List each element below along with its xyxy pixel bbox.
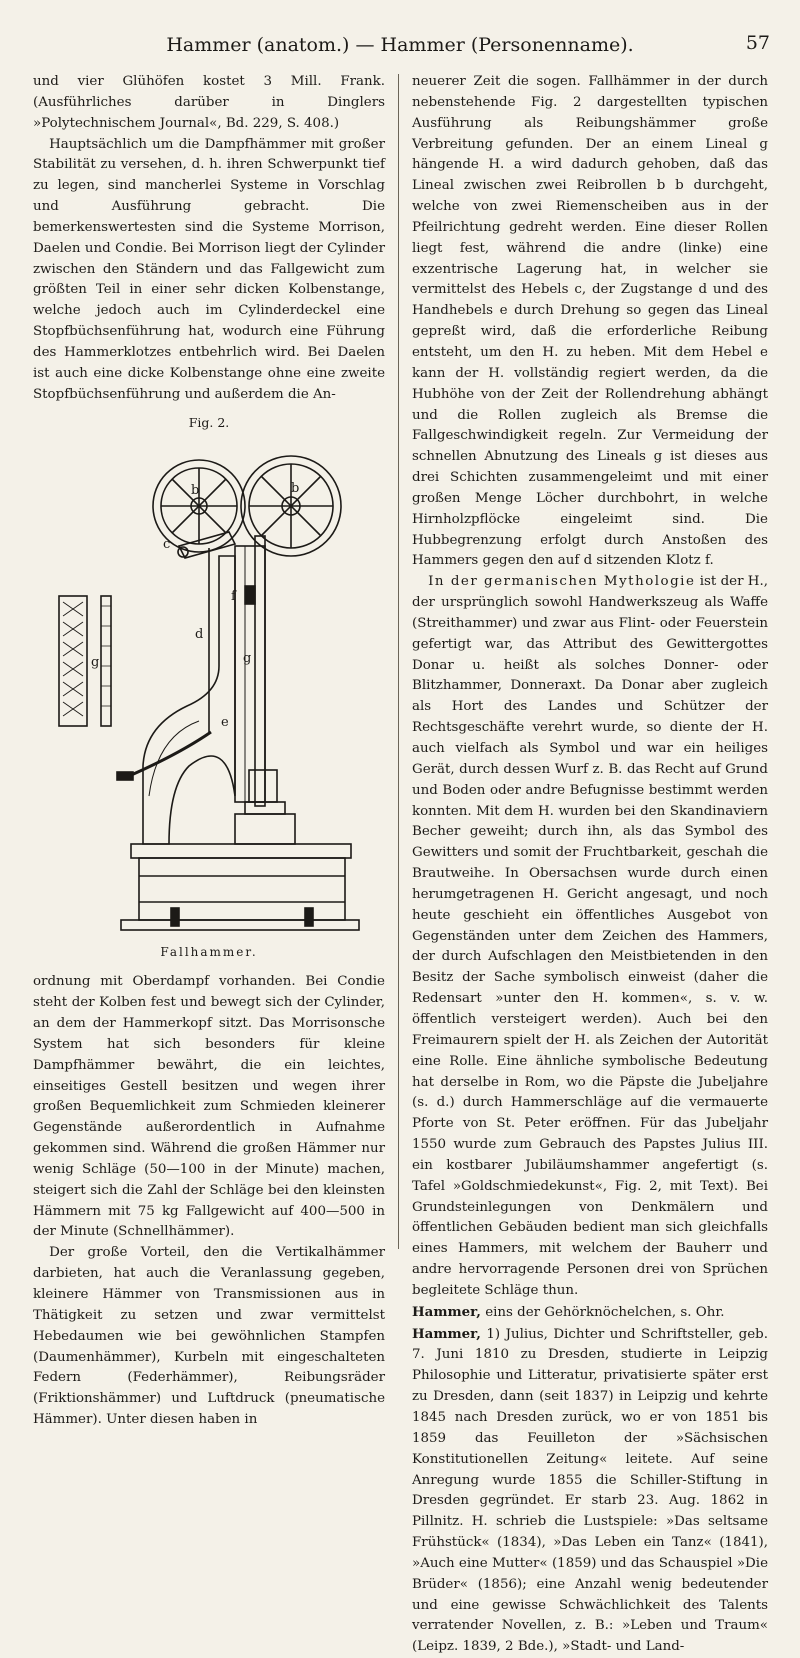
base-top-plate <box>131 844 351 858</box>
entry-hammer-anatomy <box>412 1302 768 1324</box>
base-foot <box>121 920 359 930</box>
fallhammer-illustration <box>59 436 359 936</box>
frame-arch <box>143 556 235 844</box>
paragraph: neuerer Zeit die sogen. Fallhämmer in der durch nebenstehende Fig. 2 dargestellten typischen Ausführung als Reibungshämmer große Verbreitung gefunden. Der an einem Lineal g hängende H. a wird dadurch gehoben, daß das Lineal zwischen zwei Reibrollen b b durchgeht, welche von zwei Riemenscheiben aus in der Pfeilrichtung gedreht werden. Eine dieser Rollen liegt fest, während die andre (linke) eine exzentrische Lagerung hat, in welcher sie vermittelst des Hebels c, der Zugstange d und des Handhebels e durch Drehung so gegen das Lineal gepreßt wird, daß die erforderliche Reibung entsteht, um den H. zu heben. Mit dem Hebel e kann der H. vollständig regiert werden, da die Hubhöhe von der Zeit der Rollendrehung abhängt und die Rollen zugleich als Bremse die Fallgeschwindigkeit regeln. Zur Vermeidung der schnellen Abnutzung des Lineals g ist dieses aus drei Schichten zusammengeleimt und mit einer großen Menge Löcher durchbohrt, in welche Hirnholzpflöcke eingeleimt sind. Die Hubbegrenzung erfolgt durch Anstoßen des Hammers gegen den auf d sitzenden Klotz f. <box>412 74 768 569</box>
paragraph-text: ist der H., der ursprünglich sowohl Handwerkszeug als Waffe (Streithammer) und zwar aus Flint- oder Feuerstein gefertigt war, das Attribut des Gewittergottes Donar u. heißt als solches Donner- oder Blitzhammer, Donneraxt. Da Donar aber zugleich als Hort des Landes und Schützer der Rechtsgeschäfte verehrt wurde, so diente der H. auch vielfach als Symbol und war ein heiliges Gerät, durch dessen Wurf z. B. das Recht auf Grund und Boden oder andre Befugnisse bestimmt werden konnten. Mit dem H. wurden bei den Skandinaviern Becher geweiht; durch ihn, als das Symbol des Gewitters und somit der Fruchtbarkeit, geschah die Brautweihe. In Obersachsen wurde durch einen herumgetragenen H. Gericht angesagt, und noch heute geschieht ein öffentliches Ausgebot von Gegenständen unter dem Zeichen des Hammers, der durch Aufschlagen den Meistbietenden in den Besitz der Sache symbolisch einweist (daher die Redensart »unter den H. kommen«, s. v. w. öffentlich versteigert werden). Auch bei den Freimaurern spielt der H. als Zeichen der Autorität eine Rolle. Eine ähnliche symbolische Bedeutung hat derselbe in Rom, wo die Päpste die Jubeljahre (s. d.) durch Hammerschläge auf die vermauerte Pforte von St. Peter eröffnen. Für das Jubeljahr 1550 wurde zum Gebrauch des Papstes Julius III. ein kostbarer Jubiläumshammer angefertigt (s. Tafel »Goldschmiedekunst«, Fig. 2, mit Text). Bei Grundsteinlegungen von Denkmälern und öffentlichen Gebäuden bedient man sich gleichfalls eines Hammers, mit welchem der Bauherr und andre hervorragende Personen drei von Sprüchen begleitete Schläge thun. <box>412 574 768 1298</box>
fig-letter: g <box>91 654 100 670</box>
paragraph: Der große Vorteil, den die Vertikalhämmer darbieten, hat auch die Veranlassung gegeben, kleinere Hämmer von Transmissionen aus in Thätigkeit zu setzen und zwar vermittelst Hebedaumen wie bei gewöhnlichen Stampfen (Daumenhämmer), Kurbeln mit eingeschalteten Federn (Federhämmer), Reibungsräder (Friktionshämmer) und Luftdruck (pneumatische Hämmer). Unter diesen haben in <box>33 1245 385 1428</box>
fig-letter: f <box>231 588 236 604</box>
fig-letter: e <box>221 714 229 730</box>
fig-letter: c <box>163 536 171 552</box>
anvil <box>235 814 295 844</box>
paragraph: und vier Glühöfen kostet 3 Mill. Frank. (Ausführliches darüber in Dinglers »Polytechnischem Journal«, Bd. 229, S. 408.) <box>33 74 385 131</box>
left-column <box>33 72 385 1428</box>
stop-block-f <box>245 586 255 604</box>
entry-headword: Hammer, <box>412 1303 481 1320</box>
running-header <box>30 30 770 60</box>
entry-text: 1) Julius, Dichter und Schriftsteller, geb. 7. Juni 1810 zu Dresden, studierte in Leipzig Philosophie und Litteratur, privatisierte später erst zu Dresden, dann (seit 1837) in Leipzig und kehrte 1845 nach Dresden zurück, wo er von 1851 bis 1859 das Feuilleton der »Sächsischen Konstitutionellen Zeitung« leitete. Auf seine Anregung wurde 1855 die Schiller-Stiftung in Dresden gegründet. Er starb 23. Aug. 1862 in Pillnitz. H. schrieb die Lustspiele: »Das seltsame Frühstück« (1834), »Das Leben ein Tanz« (1841), »Auch eine Mutter« (1859) und das Schauspiel »Die Brüder« (1856); eine Anzahl wenig bedeutender und eine gewisse Schwächlichkeit des Talents verratender Novellen, z. B.: »Leben und Traum« (Leipz. 1839, 2 Bde.), »Stadt- und Land- <box>412 1326 768 1655</box>
entry-hammer-person <box>412 1324 768 1658</box>
paragraph <box>412 572 768 1302</box>
right-column <box>412 72 768 1655</box>
fig-letter: b <box>191 482 200 498</box>
page-number: 57 <box>745 32 770 54</box>
figure-caption: Fallhammer. <box>160 944 258 959</box>
entry-headword: Hammer, <box>412 1325 481 1342</box>
entry-text: eins der Gehörknöchelchen, s. Ohr. <box>480 1304 725 1320</box>
fig-letter: b <box>291 480 300 496</box>
paragraph: ordnung mit Oberdampf vorhanden. Bei Condie steht der Kolben fest und bewegt sich der Cylinder, an dem der Hammerkopf sitzt. Das Morrisonsche System hat sich besonders für kleine Dampfhämmer bewährt, die ein leichtes, einseitiges Gestell besitzen und wegen ihrer großen Bequemlichkeit zum Schmieden kleinerer Gegenstände außerordentlich in Aufnahme gekommen sind. Während die großen Hämmer nur wenig Schläge (50—100 in der Minute) machen, steigert sich die Zahl der Schläge bei den kleinsten Hämmern mit 75 kg Fallgewicht auf 400—500 in der Minute (Schnellhämmer). <box>33 974 385 1240</box>
hammer-head <box>249 770 277 802</box>
base-block <box>139 858 345 920</box>
column-divider <box>398 74 399 1249</box>
header-title: Hammer (anatom.) — Hammer (Personenname). <box>166 34 634 56</box>
lineal-section <box>101 596 111 726</box>
fig-letter: g <box>243 650 252 666</box>
figure-fallhammer <box>33 414 385 963</box>
figure-label: Fig. 2. <box>188 414 230 430</box>
hand-lever-e <box>129 732 211 776</box>
lineal-g <box>255 536 265 806</box>
emphasis-term: In der germanischen Mythologie <box>428 574 696 590</box>
column <box>235 546 265 802</box>
fig-letter: d <box>195 626 204 642</box>
paragraph: Hauptsächlich um die Dampfhämmer mit großer Stabilität zu versehen, d. h. ihren Schwerpunkt tief zu legen, sind mancherlei Systeme in Vorschlag und Ausführung gebracht. Die bemerkenswertesten sind die Systeme Morrison, Daelen und Condie. Bei Morrison liegt der Cylinder zwischen den Ständern und das Fallgewicht zum größten Teil in einer sehr dicken Kolbenstange, welche jedoch auch im Cylinderdeckel eine Stopfbüchsenführung hat, wodurch eine Führung des Hammerklotzes entbehrlich wird. Bei Daelen ist auch eine dicke Kolbenstange ohne eine zweite Stopfbüchsenführung und außerdem die An- <box>33 136 385 402</box>
